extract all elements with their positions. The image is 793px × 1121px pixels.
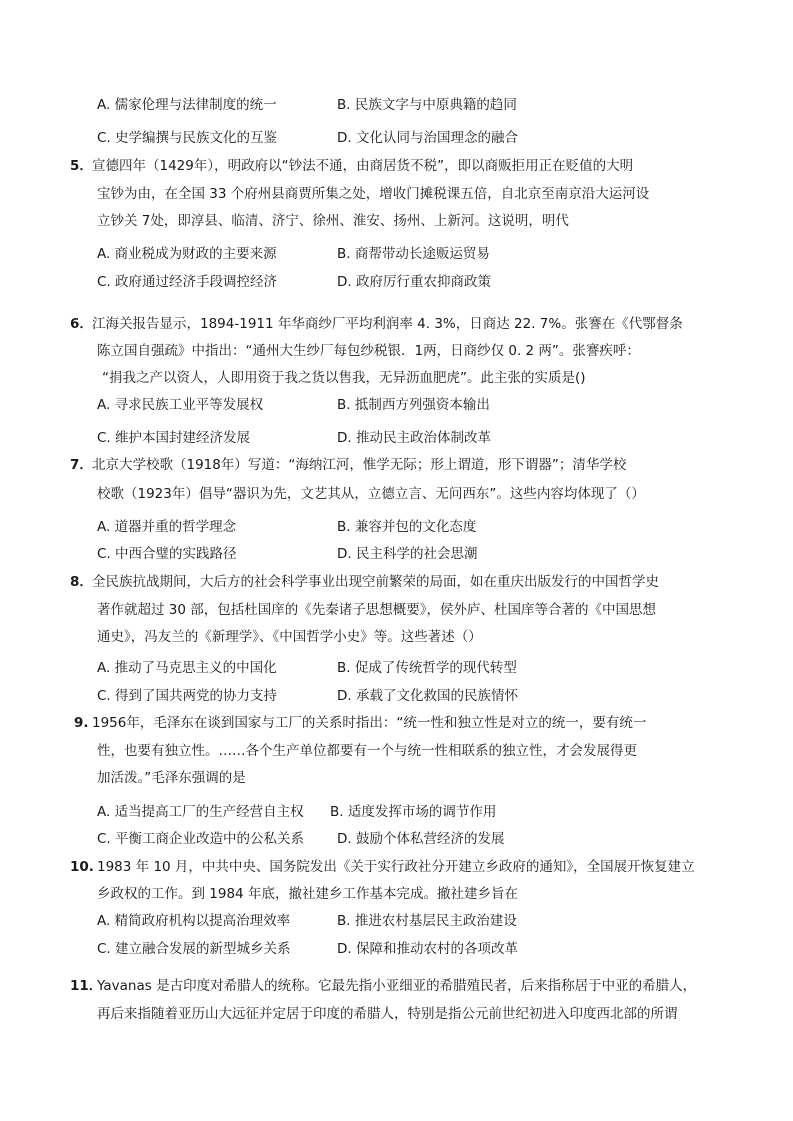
q9-option-c[interactable]: C. 平衡工商企业改造中的公私关系 [97,831,305,847]
q8-option-b[interactable]: B. 促成了传统哲学的现代转型 [337,660,517,676]
q11-stem-line-2: 再后来指随着亚历山大远征并定居于印度的希腊人，特别是指公元前世纪初进入印度西北部的所谓 [97,1006,678,1022]
q8-number: 8． [70,574,93,590]
q6-number: 6． [70,316,93,332]
q7-stem-line-2: 校歌（1923年）倡导“器识为先，文艺其从，立德立言、无问西东”。这些内容均体现了（） [97,486,645,502]
q5-option-d[interactable]: D. 政府厉行重农抑商政策 [337,274,491,290]
q7-option-c[interactable]: C. 中西合璧的实践路径 [97,546,237,562]
q6-stem-line-3: “捐我之产以资人，人即用资于我之货以售我，无异沥血肥虎”。此主张的实质是() [102,370,586,386]
q5-stem-line-3: 立钞关 7处，即淳县、临清、济宁、徐州、淮安、扬州、上新河。这说明，明代 [97,213,569,229]
q7-option-d[interactable]: D. 民主科学的社会思潮 [337,546,478,562]
q9-option-a[interactable]: A. 适当提高工厂的生产经营自主权 [97,804,304,820]
q5-option-c[interactable]: C. 政府通过经济手段调控经济 [97,274,278,290]
q4-option-a[interactable]: A. 儒家伦理与法律制度的统一 [97,97,277,113]
q6-option-d[interactable]: D. 推动民主政治体制改革 [337,430,491,446]
q5-option-a[interactable]: A. 商业税成为财政的主要来源 [97,246,277,262]
q10-option-d[interactable]: D. 保障和推动农村的各项改革 [337,941,518,957]
q10-number: 10. [70,859,94,875]
q9-option-d[interactable]: D. 鼓励个体私营经济的发展 [337,831,505,847]
q8-stem-line-1: 全民族抗战期间，大后方的社会科学事业出现空前繁荣的局面，如在重庆出版发行的中国哲学史 [92,574,659,590]
q8-stem-line-2: 著作就超过 30 部，包括杜国庠的《先秦诸子思想概要》，侯外庐、杜国庠等合著的《中国思想 [97,602,657,618]
q9-stem-line-3: 加活泼。”毛泽东强调的是 [97,770,246,786]
q4-option-d[interactable]: D. 文化认同与治国理念的融合 [337,130,518,146]
q6-stem-line-1: 江海关报告显示，1894-1911 年华商纱厂平均利润率 4. 3%，日商达 22. 7%。张謇在《代鄂督条 [92,316,683,332]
q6-option-c[interactable]: C. 维护本国封建经济发展 [97,430,251,446]
q9-option-b[interactable]: B. 适度发挥市场的调节作用 [330,804,497,820]
q7-option-a[interactable]: A. 道器并重的哲学理念 [97,519,237,535]
q5-stem-line-2: 宝钞为由，在全国 33 个府州县商贾所集之处，增收门摊税课五倍，自北京至南京沿大运河设 [97,186,650,202]
q4-option-c[interactable]: C. 史学编撰与民族文化的互鉴 [97,130,278,146]
q7-number: 7． [70,457,93,473]
q5-option-b[interactable]: B. 商帮带动长途贩运贸易 [337,246,490,262]
q4-option-b[interactable]: B. 民族文字与中原典籍的趋同 [337,97,517,113]
q5-stem-line-1: 宣德四年（1429年），明政府以“钞法不通，由商居货不税”，即以商贩拒用正在贬值的大明 [92,158,634,174]
q10-stem-line-2: 乡政权的工作。到 1984 年底，撤社建乡工作基本完成。撤社建乡旨在 [97,886,518,902]
q6-option-b[interactable]: B. 抵制西方列强资本输出 [337,397,490,413]
q7-stem-line-1: 北京大学校歌（1918年）写道：“海纳江河，惟学无际；形上谓道，形下谓器”；清华学校 [92,457,627,473]
q9-stem-line-1: 1956年，毛泽东在谈到国家与工厂的关系时指出：“统一性和独立性是对立的统一，要有统一 [92,715,647,731]
q10-option-a[interactable]: A. 精简政府机构以提高治理效率 [97,913,291,929]
q10-stem-line-1: 1983 年 10 月，中共中央、国务院发出《关于实行政社分开建立乡政府的通知》，全国展开恢复建立 [97,859,695,875]
q6-stem-line-2: 陈立国自强疏》中指出：“通州大生纱厂每包纱税银．1两，日商纱仅 0. 2 两”。张謇疾呼： [97,343,640,359]
q11-number: 11． [70,978,103,994]
q8-option-a[interactable]: A. 推动了马克思主义的中国化 [97,660,277,676]
q10-option-b[interactable]: B. 推进农村基层民主政治建设 [337,913,517,929]
q8-option-d[interactable]: D. 承载了文化救国的民族情怀 [337,688,518,704]
q11-stem-line-1: Yavanas 是古印度对希腊人的统称。它最先指小亚细亚的希腊殖民者，后来指称居于中亚的希腊人， [97,978,697,994]
q8-stem-line-3: 通史》，冯友兰的《新理学》、《中国哲学小史》等。这些著述（） [97,629,482,645]
q7-option-b[interactable]: B. 兼容并包的文化态度 [337,519,477,535]
q9-stem-line-2: 性，也要有独立性。……各个生产单位都要有一个与统一性相联系的独立性，才会发展得更 [97,743,637,759]
q9-number: 9. [74,715,89,731]
q6-option-a[interactable]: A. 寻求民族工业平等发展权 [97,397,264,413]
q10-option-c[interactable]: C. 建立融合发展的新型城乡关系 [97,941,291,957]
q5-number: 5． [70,158,93,174]
q8-option-c[interactable]: C. 得到了国共两党的协力支持 [97,688,278,704]
